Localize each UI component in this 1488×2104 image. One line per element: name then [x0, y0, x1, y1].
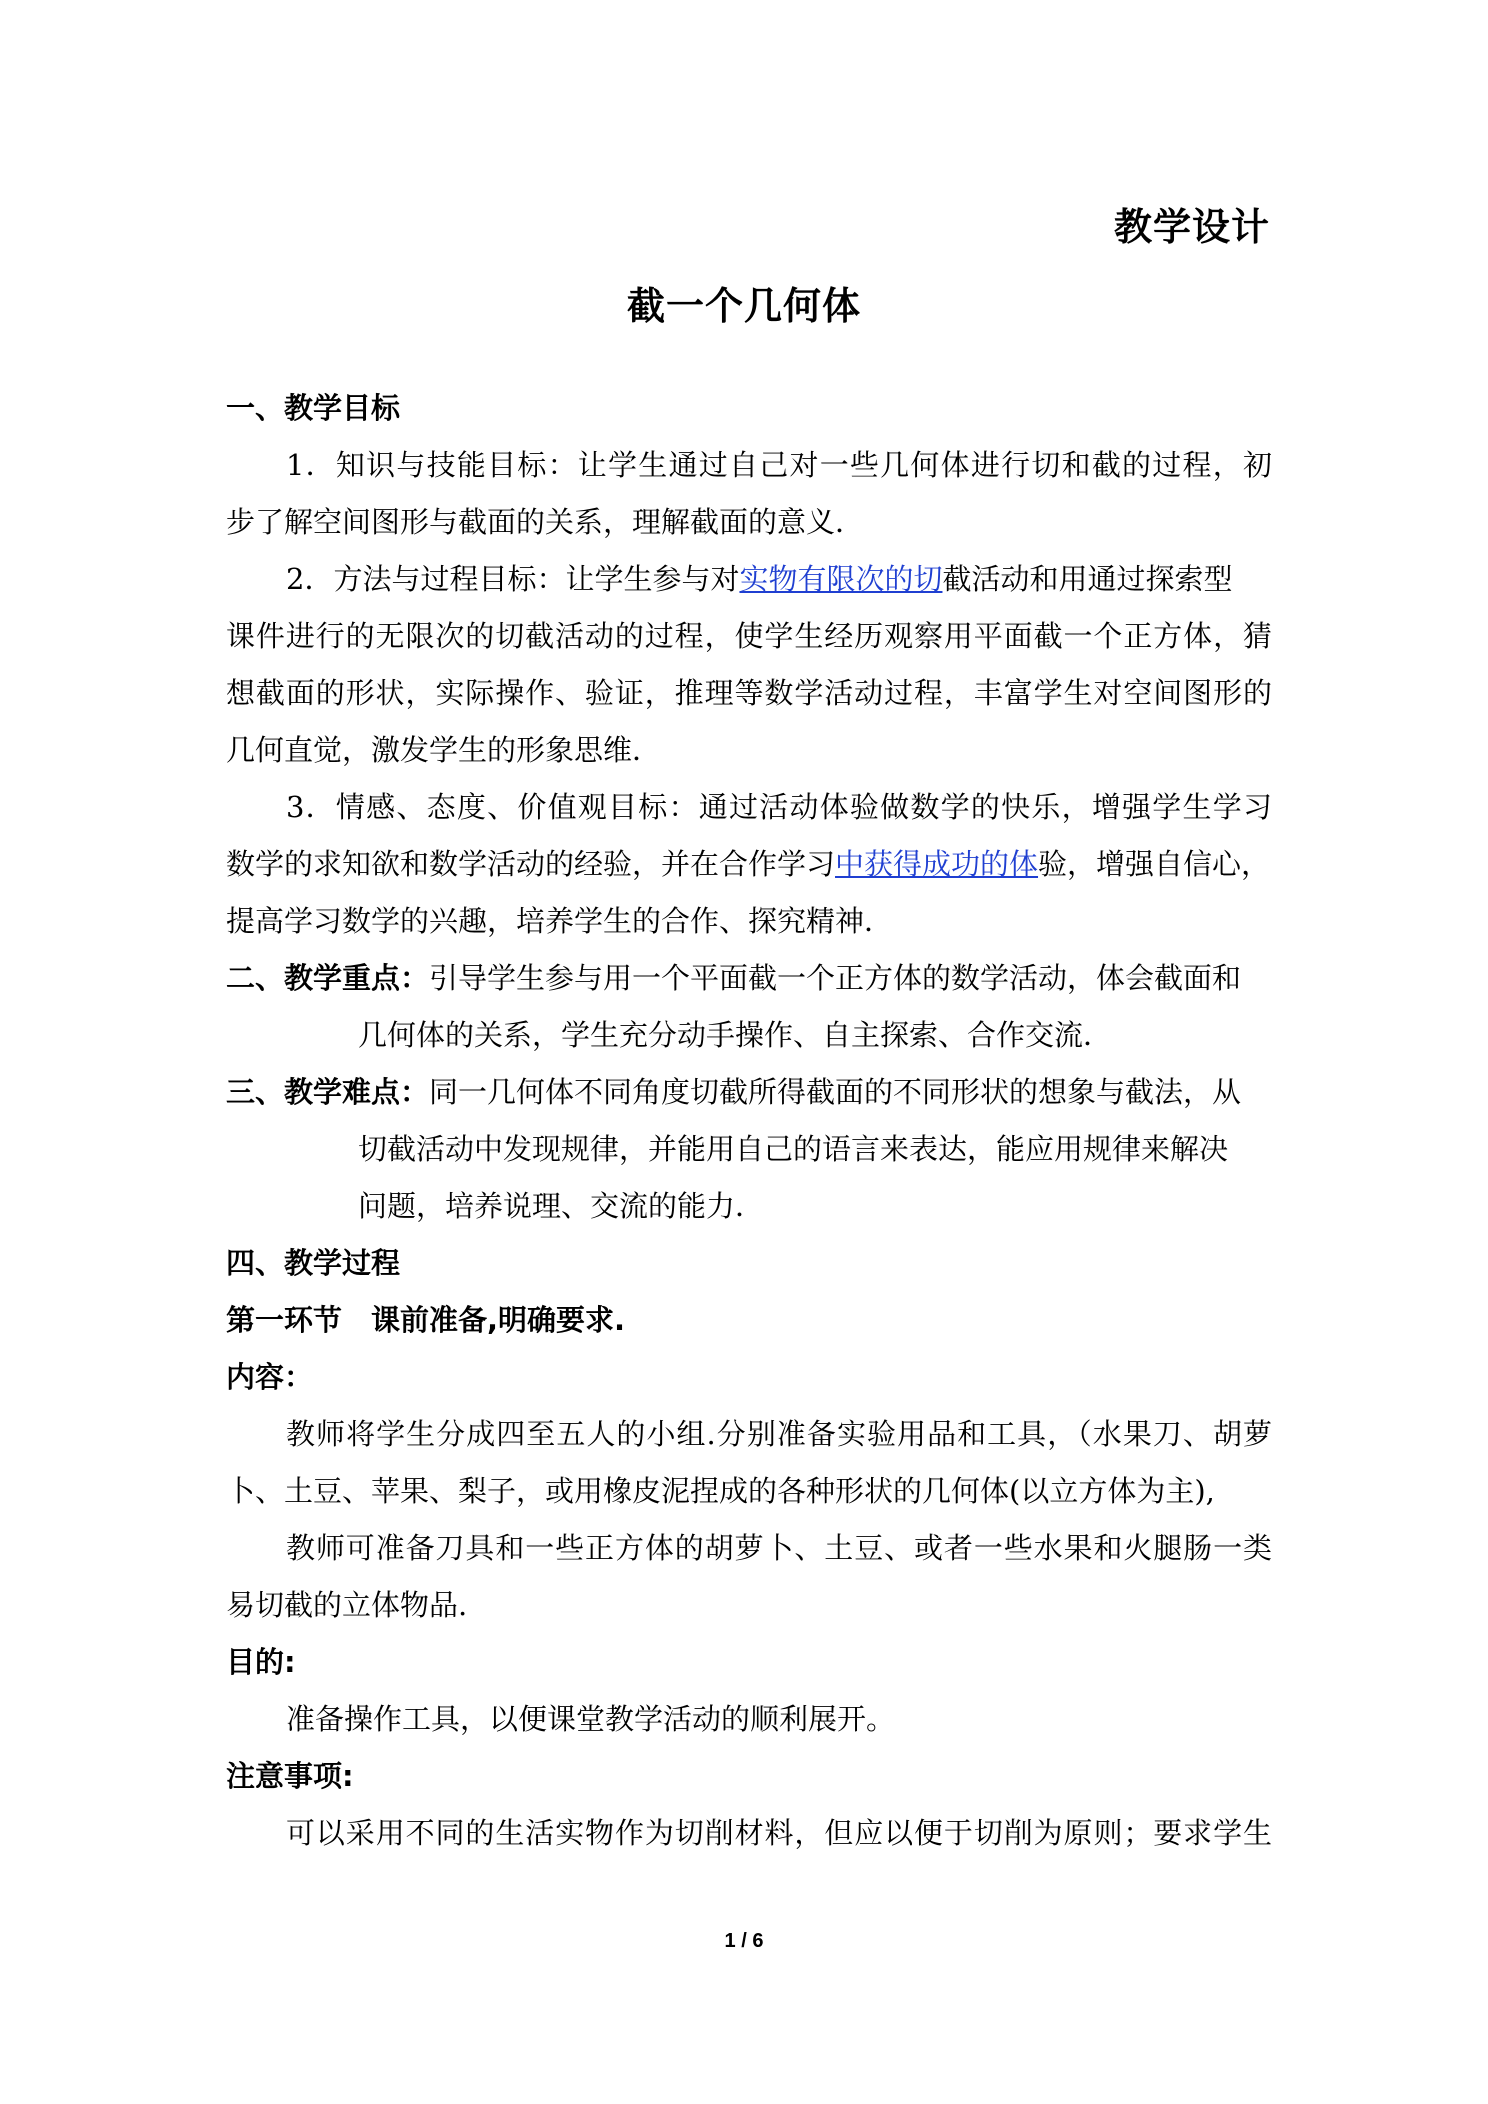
page-number: 1 / 6: [724, 1930, 764, 1952]
document-header: 教学设计: [1113, 205, 1270, 249]
paragraph-line: 几何体的关系，学生充分动手操作、自主探索、合作交流．: [358, 1018, 1113, 1052]
text-span: 2．方法与过程目标：让学生参与对: [286, 562, 740, 596]
content-label: 内容：: [226, 1360, 314, 1394]
step-heading: 第一环节 课前准备,明确要求.: [226, 1303, 626, 1337]
paragraph-line: 准备操作工具，以便课堂教学活动的顺利展开。: [286, 1702, 896, 1736]
paragraph-line: 可以采用不同的生活实物作为切削材料，但应以便于切削为原则；要求学生: [286, 1816, 1272, 1850]
section-heading-difficulty: 三、教学难点：: [226, 1075, 430, 1109]
notes-label: 注意事项:: [226, 1759, 354, 1793]
difficulty-line: [226, 1064, 1272, 1121]
paragraph-line: 课件进行的无限次的切截活动的过程，使学生经历观察用平面截一个正方体，猜: [226, 619, 1272, 653]
document-body: [226, 380, 1272, 1862]
paragraph-line: 卜、土豆、苹果、梨子，或用橡皮泥捏成的各种形状的几何体(以立方体为主),: [226, 1474, 1215, 1508]
paragraph-line: 1．知识与技能目标：让学生通过自己对一些几何体进行切和截的过程，初: [286, 448, 1272, 482]
section-heading-process: 四、教学过程: [226, 1246, 401, 1280]
paragraph-line: 问题，培养说理、交流的能力．: [358, 1189, 765, 1223]
paragraph-line: 切截活动中发现规律，并能用自己的语言来表达，能应用规律来解决: [358, 1132, 1229, 1166]
paragraph-line: [226, 836, 1272, 893]
text-span: 截活动和用通过探索型: [942, 562, 1233, 596]
hyperlink[interactable]: 实物有限次的切: [739, 562, 943, 596]
paragraph-line: 教师可准备刀具和一些正方体的胡萝卜、土豆、或者一些水果和火腿肠一类: [286, 1531, 1272, 1565]
text-span: 同一几何体不同角度切截所得截面的不同形状的想象与截法，从: [429, 1075, 1242, 1109]
hyperlink[interactable]: 中获得成功的体: [835, 847, 1039, 881]
section-heading-key-points: 二、教学重点：: [226, 961, 430, 995]
paragraph-line: 教师将学生分成四至五人的小组.分别准备实验用品和工具，（水果刀、胡萝: [286, 1417, 1272, 1451]
text-span: 验，增强自信心，: [1038, 847, 1271, 881]
key-points-line: [226, 950, 1272, 1007]
paragraph-line: 提高学习数学的兴趣，培养学生的合作、探究精神．: [226, 904, 894, 938]
purpose-label: 目的:: [226, 1645, 296, 1679]
paragraph-line: 3．情感、态度、价值观目标：通过活动体验做数学的快乐，增强学生学习: [286, 790, 1272, 824]
text-span: 引导学生参与用一个平面截一个正方体的数学活动，体会截面和: [429, 961, 1242, 995]
paragraph-line: 想截面的形状，实际操作、验证，推理等数学活动过程，丰富学生对空间图形的: [226, 676, 1272, 710]
text-span: 数学的求知欲和数学活动的经验，并在合作学习: [226, 847, 836, 881]
paragraph-line: 易切截的立体物品.: [226, 1588, 468, 1622]
section-heading-goals: 一、教学目标: [226, 391, 401, 425]
paragraph-line: [226, 551, 1272, 608]
document-title: 截一个几何体: [626, 284, 861, 328]
paragraph-line: 步了解空间图形与截面的关系，理解截面的意义．: [226, 505, 865, 539]
paragraph-line: 几何直觉，激发学生的形象思维．: [226, 733, 662, 767]
